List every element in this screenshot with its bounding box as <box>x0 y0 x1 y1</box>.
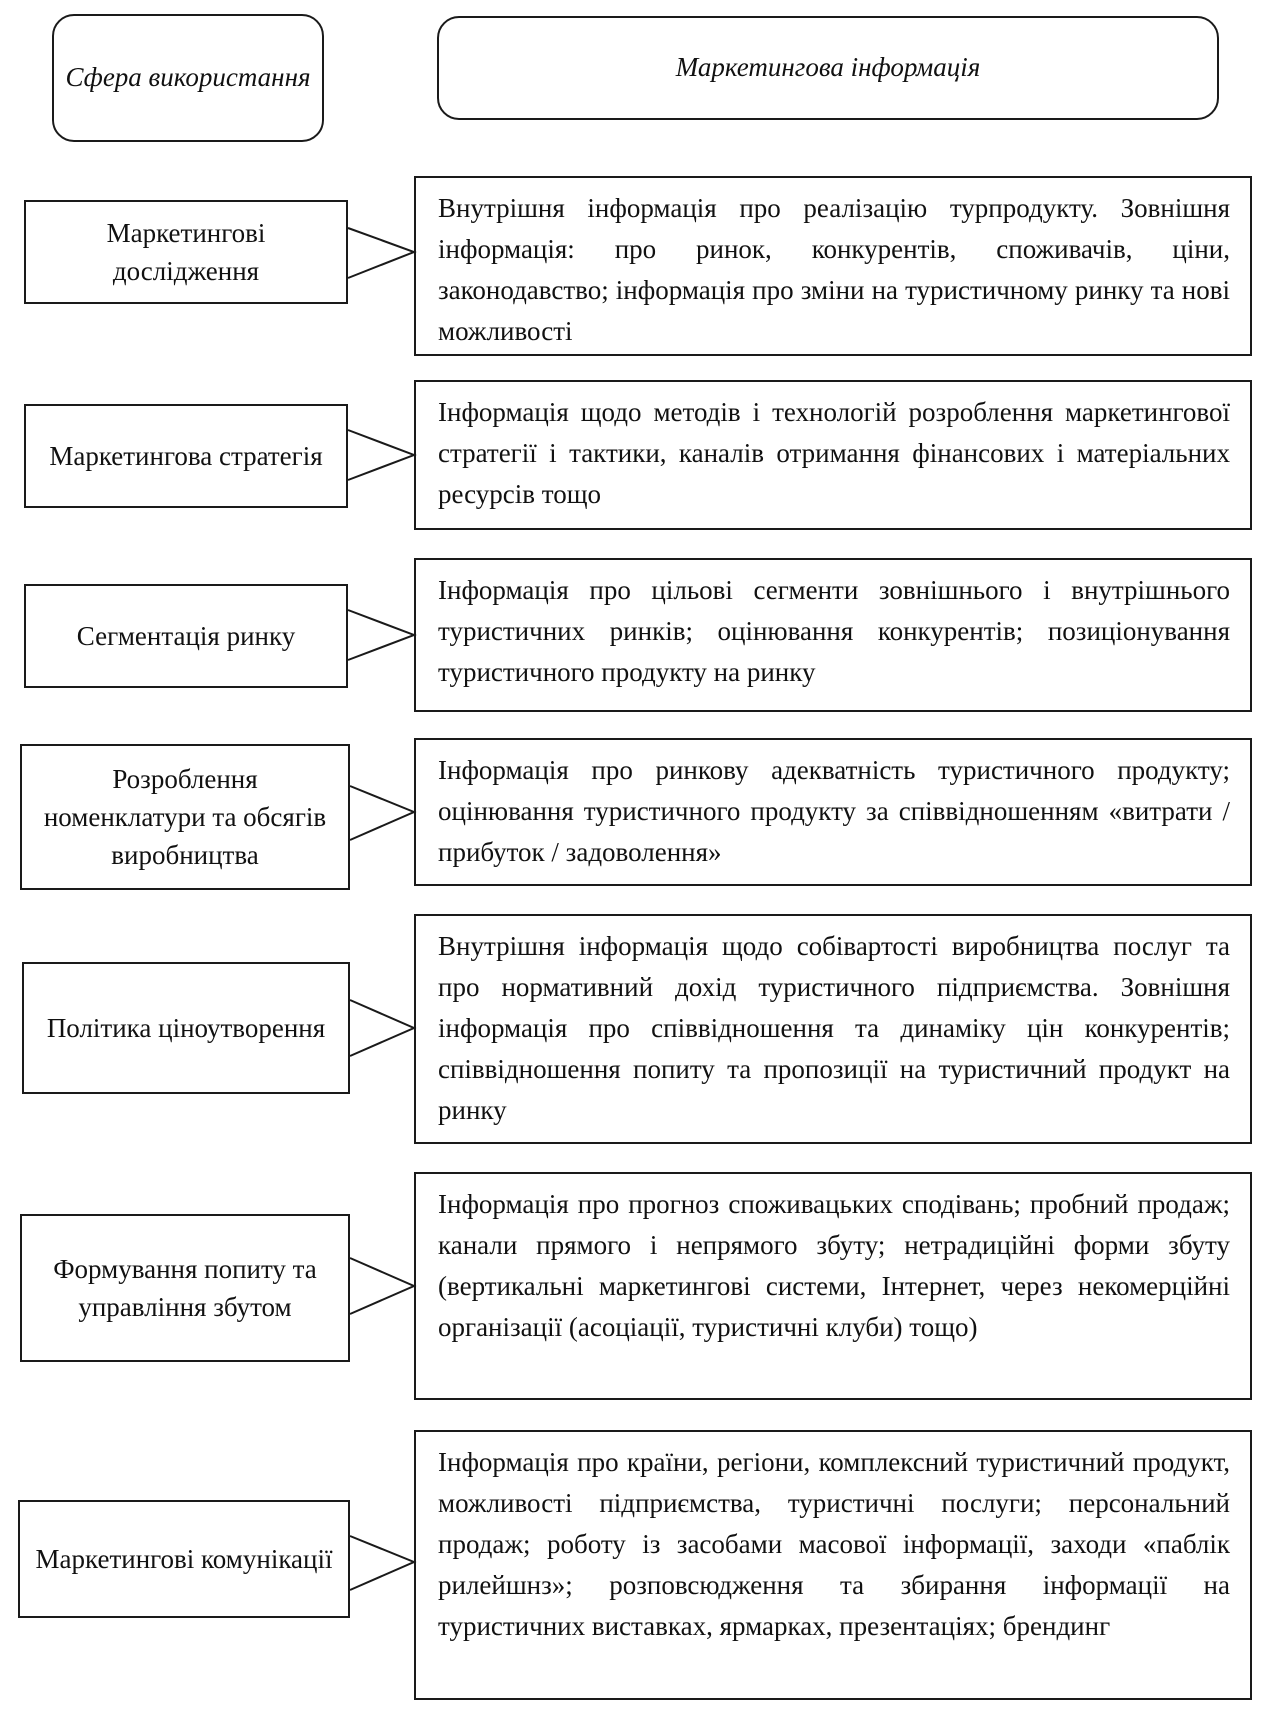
connector-row-3 <box>348 610 414 660</box>
area-label: Розроблення номенклатури та обсягів виробництва <box>43 763 327 871</box>
info-box-marketing-research <box>414 176 1252 356</box>
info-box-pricing-policy <box>414 914 1252 1144</box>
info-box-marketing-communications <box>414 1430 1252 1700</box>
header-marketing-info-label: Маркетингова інформація <box>675 52 981 83</box>
header-usage-area-label: Сфера використання <box>65 62 311 93</box>
area-box-pricing-policy <box>22 962 350 1094</box>
info-text: Інформація щодо методів і технологій розроблення маркетингової стратегії і тактики, каналів отримання фінансових і матеріальних ресурсів тощо <box>438 397 1230 510</box>
info-text: Інформація про прогноз споживацьких сподівань; пробний продаж; канали прямого і непрямого збуту; нетрадиційні форми збуту (вертикальні маркетингові системи, Інтернет, через некомерційні організації (асоціації, туристичні клуби) тощо) <box>438 1189 1230 1343</box>
info-box-product-range <box>414 738 1252 886</box>
info-box-market-segmentation <box>414 558 1252 712</box>
header-marketing-info <box>437 16 1219 120</box>
info-text: Внутрішня інформація щодо собівартості виробництва послуг та про нормативний дохід туристичного підприємства. Зовнішня інформація про співвідношення та динаміку цін конкурентів; співвідношення попиту та пропозиції на туристичний продукт на ринку <box>438 931 1230 1126</box>
info-box-marketing-strategy <box>414 380 1252 530</box>
connector-row-1 <box>348 228 414 278</box>
area-box-market-segmentation <box>24 584 348 688</box>
area-label: Формування попиту та управління збутом <box>53 1253 317 1322</box>
info-text: Інформація про цільові сегменти зовнішнього і внутрішнього туристичних ринків; оцінювання конкурентів; позиціонування туристичного продукту на ринку <box>438 575 1230 688</box>
area-box-marketing-communications <box>18 1500 350 1618</box>
area-box-marketing-research <box>24 200 348 304</box>
area-label: Маркетингові дослідження <box>106 217 266 286</box>
area-label: Маркетингові комунікації <box>35 1543 333 1574</box>
info-text: Інформація про ринкову адекватність туристичного продукту; оцінювання туристичного продукту за співвідношенням «витрати / прибуток / задоволення» <box>438 755 1230 868</box>
info-text: Внутрішня інформація про реалізацію турпродукту. Зовнішня інформація: про ринок, конкурентів, споживачів, ціни, законодавство; інформація про зміни на туристичному ринку та нові можливості <box>438 193 1230 347</box>
connector-row-4 <box>350 786 414 840</box>
info-box-demand-sales <box>414 1172 1252 1400</box>
area-box-product-range <box>20 744 350 890</box>
connector-row-6 <box>350 1258 414 1314</box>
connector-row-5 <box>350 1000 414 1056</box>
area-box-demand-sales <box>20 1214 350 1362</box>
header-usage-area <box>52 14 324 142</box>
area-label: Маркетингова стратегія <box>49 440 323 471</box>
area-box-marketing-strategy <box>24 404 348 508</box>
area-label: Політика ціноутворення <box>46 1012 326 1043</box>
connector-row-7 <box>350 1536 414 1590</box>
connector-row-2 <box>348 430 414 480</box>
info-text: Інформація про країни, регіони, комплексний туристичний продукт, можливості підприємства, туристичні послуги; персональний продаж; роботу із засобами масової інформації, заходи «паблік рилейшнз»; розповсюдження та збирання інформації на туристичних виставках, ярмарках, презентаціях; брендинг <box>438 1447 1230 1642</box>
area-label: Сегментація ринку <box>76 620 296 651</box>
